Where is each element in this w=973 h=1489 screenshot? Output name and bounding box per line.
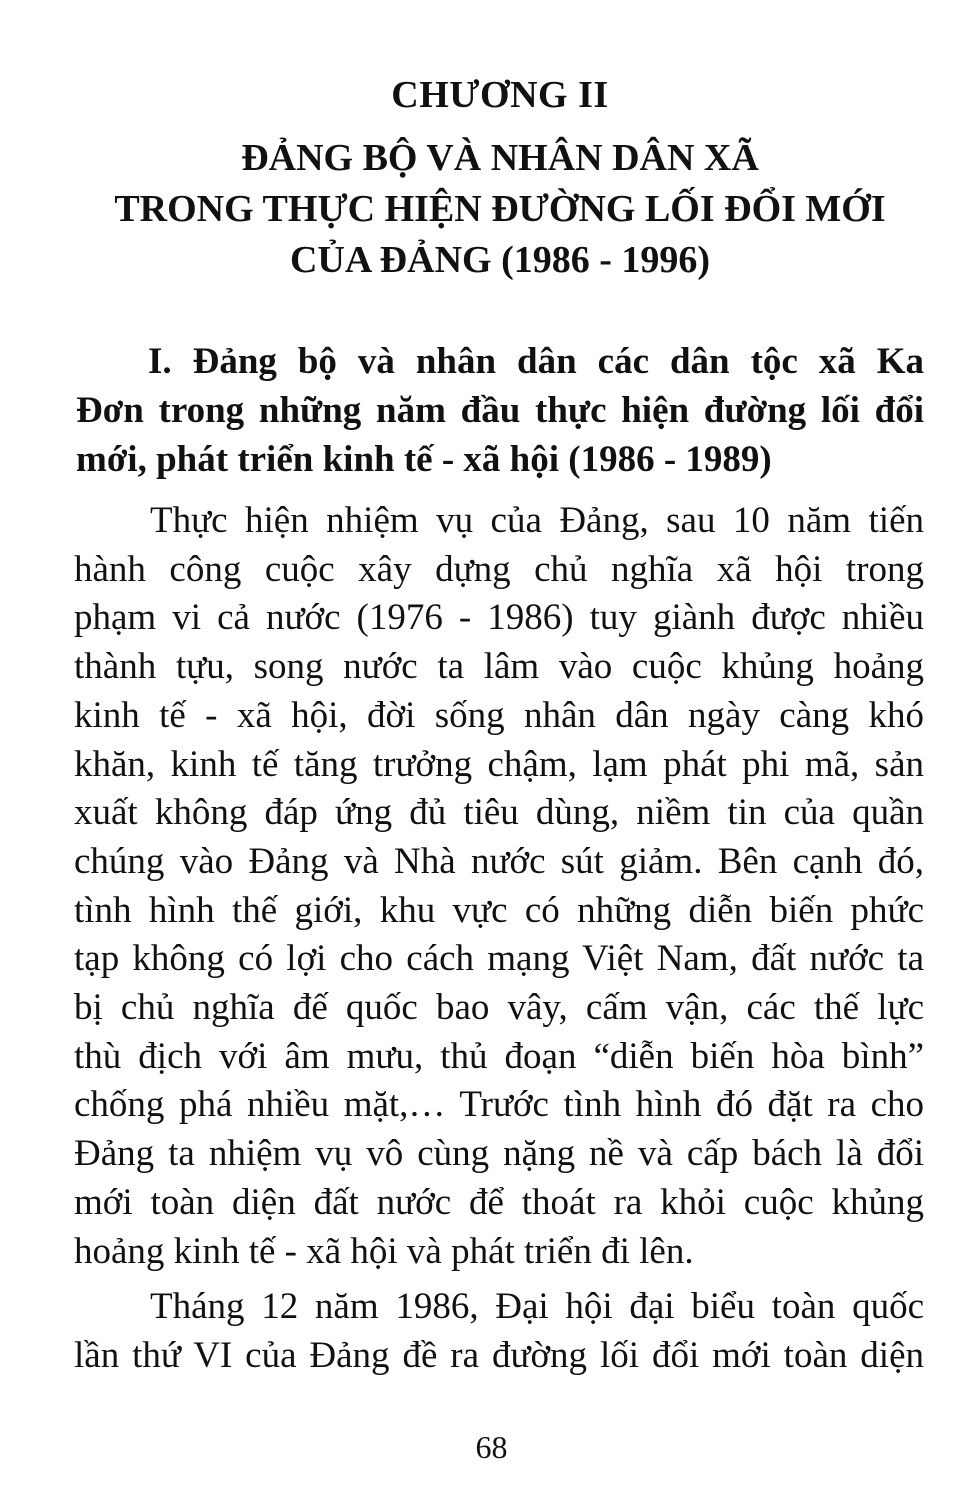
chapter-title: [0, 133, 973, 286]
paragraph-line: Tháng 12 năm 1986, Đại hội đại biểu toàn quốc: [150, 1286, 924, 1327]
paragraph-line: Thực hiện nhiệm vụ của Đảng, sau 10 năm tiến: [150, 500, 924, 541]
paragraph-line: chống phá nhiều mặt,… Trước tình hình đó đặt ra cho: [74, 1084, 924, 1126]
paragraph-line: kinh tế - xã hội, đời sống nhân dân ngày càng khó: [74, 694, 924, 736]
paragraph-line: Đảng ta nhiệm vụ vô cùng nặng nề và cấp bách là đổi: [74, 1133, 924, 1175]
body-paragraph: [74, 497, 924, 1276]
chapter-title-line: ĐẢNG BỘ VÀ NHÂN DÂN XÃ: [241, 137, 759, 179]
section-heading-line: mới, phát triển kinh tế - xã hội (1986 - 1989): [76, 439, 772, 480]
body-paragraph: [74, 1283, 924, 1380]
paragraph-line: tình hình thế giới, khu vực có những diễn biến phức: [74, 889, 924, 931]
paragraph-line: bị chủ nghĩa đế quốc bao vây, cấm vận, các thế lực: [74, 987, 924, 1029]
section-heading-line: I. Đảng bộ và nhân dân các dân tộc xã Ka: [148, 341, 924, 382]
paragraph-line: tạp không có lợi cho cách mạng Việt Nam, đất nước ta: [74, 938, 924, 980]
paragraph-line: phạm vi cả nước (1976 - 1986) tuy giành được nhiều: [74, 597, 924, 639]
paragraph-line: mới toàn diện đất nước để thoát ra khỏi cuộc khủng: [74, 1181, 924, 1223]
section-heading-line: Đơn trong những năm đầu thực hiện đường lối đổi: [76, 390, 924, 431]
paragraph-line: hoảng kinh tế - xã hội và phát triển đi lên.: [74, 1230, 694, 1272]
paragraph-line: chúng vào Đảng và Nhà nước sút giảm. Bên cạnh đó,: [74, 840, 924, 882]
paragraph-line: khăn, kinh tế tăng trưởng chậm, lạm phát phi mã, sản: [74, 743, 924, 785]
section-heading: [76, 337, 924, 484]
chapter-title-line: CỦA ĐẢNG (1986 - 1996): [289, 239, 711, 281]
paragraph-line: hành công cuộc xây dựng chủ nghĩa xã hội trong: [74, 548, 924, 590]
chapter-label: CHƯƠNG II: [391, 74, 609, 116]
paragraph-line: thù địch với âm mưu, thủ đoạn “diễn biến hòa bình”: [74, 1035, 924, 1077]
chapter-title-line: TRONG THỰC HIỆN ĐƯỜNG LỐI ĐỔI MỚI: [114, 188, 886, 230]
page-number: 68: [475, 1429, 508, 1465]
paragraph-line: lần thứ VI của Đảng đề ra đường lối đổi mới toàn diện: [74, 1334, 924, 1376]
paragraph-line: xuất không đáp ứng đủ tiêu dùng, niềm tin của quần: [74, 792, 924, 834]
paragraph-line: thành tựu, song nước ta lâm vào cuộc khủng hoảng: [74, 646, 924, 688]
